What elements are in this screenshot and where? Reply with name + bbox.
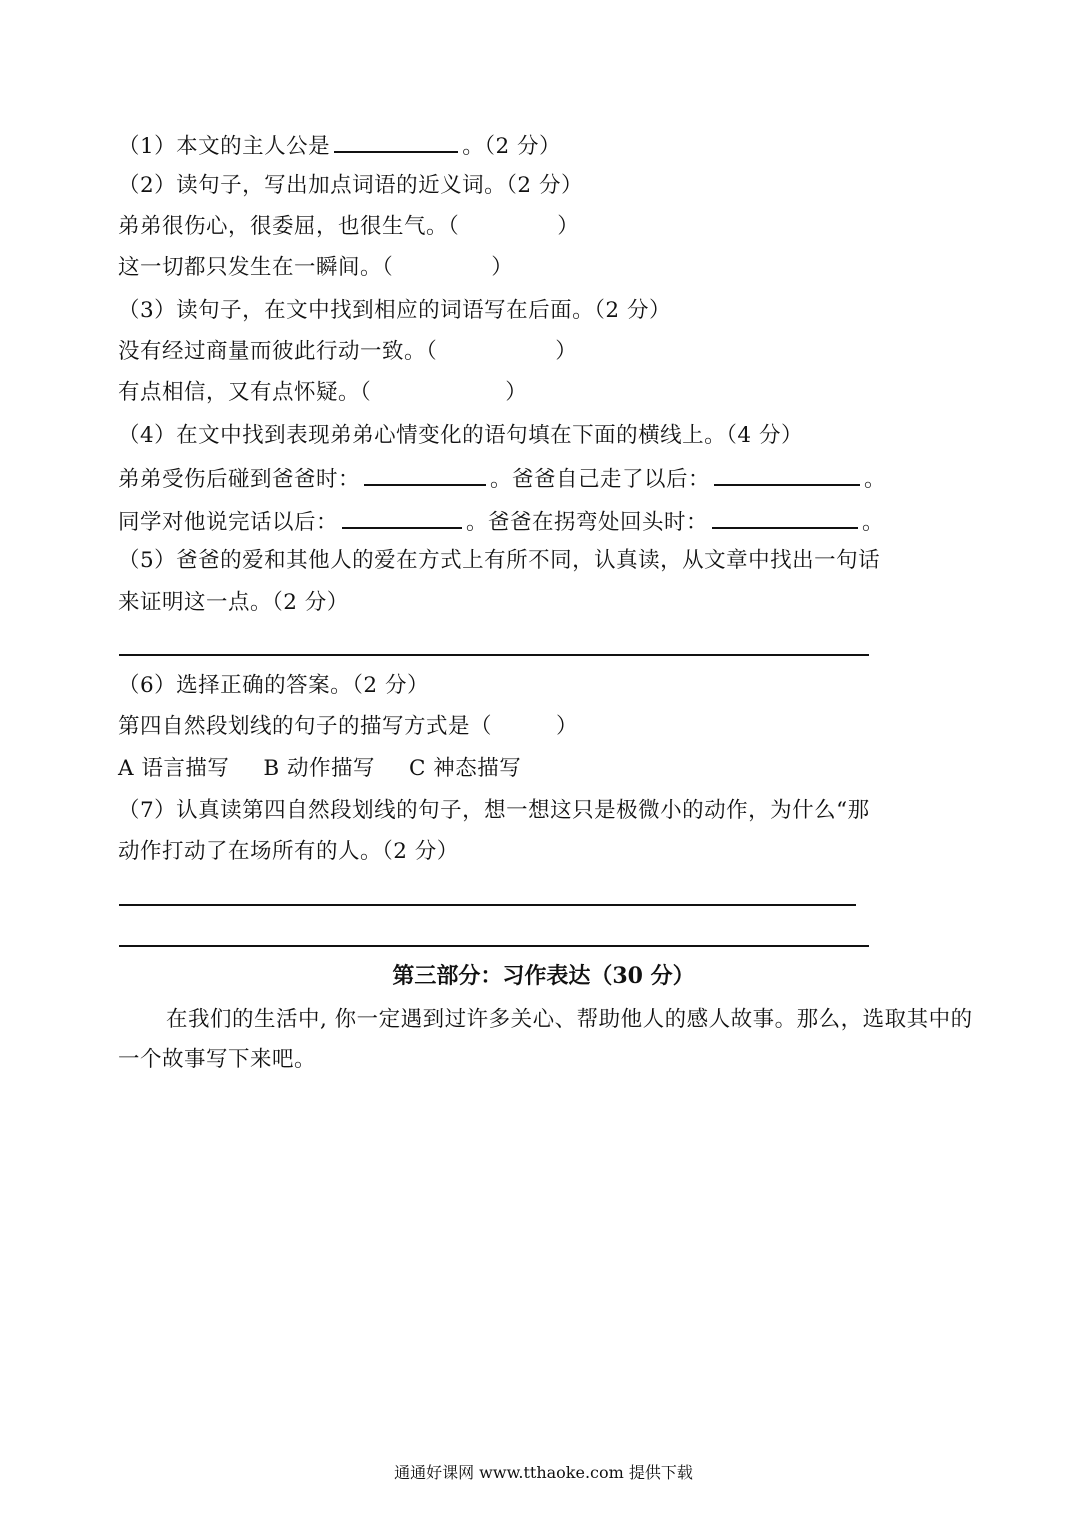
q2-s1-close: ）	[557, 214, 580, 239]
q2-s2-close: ）	[491, 255, 514, 280]
q3-s1-text: 没有经过商量而彼此行动一致。（	[118, 339, 438, 364]
question-3-sentence-1	[118, 337, 577, 367]
question-4-line-2	[118, 505, 884, 538]
q2-s1-text: 弟弟很伤心，很委屈，也很生气。（	[118, 214, 460, 239]
question-3-sentence-2	[118, 378, 527, 408]
q4-blank-1[interactable]	[364, 462, 486, 486]
question-2-sentence-2	[118, 253, 513, 283]
q4-l2-b: 。爸爸在拐弯处回头时：	[466, 510, 709, 535]
footer-download-note: 通通好课网 www.tthaoke.com 提供下载	[394, 1463, 693, 1482]
question-3-title: （3）读句子，在文中找到相应的词语写在后面。（2 分）	[118, 298, 671, 323]
q6-stem-text: 第四自然段划线的句子的描写方式是（	[118, 714, 493, 739]
q7-answer-line-1[interactable]	[119, 904, 856, 906]
q1-answer-blank[interactable]	[334, 129, 458, 153]
question-7-line-1: （7）认真读第四自然段划线的句子，想一想这只是极微小的动作，为什么“那	[118, 798, 870, 823]
q4-blank-4[interactable]	[712, 505, 858, 529]
q3-s2-text: 有点相信，又有点怀疑。（	[118, 380, 372, 405]
q4-l2-a: 同学对他说完话以后：	[118, 510, 339, 535]
q4-l1-a: 弟弟受伤后碰到爸爸时：	[118, 467, 361, 492]
question-6-options	[118, 754, 555, 784]
question-4-title: （4）在文中找到表现弟弟心情变化的语句填在下面的横线上。（4 分）	[118, 423, 803, 448]
q4-blank-2[interactable]	[714, 462, 860, 486]
question-6-title: （6）选择正确的答案。（2 分）	[118, 673, 429, 698]
q7-answer-line-2[interactable]	[119, 945, 869, 947]
question-2-sentence-1	[118, 212, 579, 242]
question-4-line-1	[118, 462, 886, 495]
q6-option-b[interactable]: B 动作描写	[263, 756, 376, 781]
question-6-stem	[118, 712, 578, 742]
q6-option-c[interactable]: C 神态描写	[409, 756, 522, 781]
part-3-heading: 第三部分：习作表达（30 分）	[392, 963, 695, 989]
q5-answer-line[interactable]	[119, 654, 869, 656]
question-7-line-2: 动作打动了在场所有的人。（2 分）	[118, 839, 459, 864]
q3-s1-close: ）	[555, 339, 578, 364]
q4-l1-b: 。爸爸自己走了以后：	[490, 467, 711, 492]
question-1	[118, 129, 561, 162]
question-2-title: （2）读句子，写出加点词语的近义词。（2 分）	[118, 173, 583, 198]
q4-l1-end: 。	[864, 467, 887, 492]
q1-prefix: （1）本文的主人公是	[118, 134, 331, 159]
question-5-line-2: 来证明这一点。（2 分）	[118, 590, 349, 615]
q4-l2-end: 。	[862, 510, 885, 535]
q6-option-a[interactable]: A 语言描写	[118, 756, 230, 781]
q4-blank-3[interactable]	[342, 505, 462, 529]
q2-s2-text: 这一切都只发生在一瞬间。（	[118, 255, 394, 280]
q1-suffix: 。（2 分）	[462, 134, 561, 159]
part-3-paragraph: 在我们的生活中, 你一定遇到过许多关心、帮助他人的感人故事。那么，选取其中的一个故事写下来吧。	[118, 1007, 973, 1072]
q3-s2-close: ）	[505, 380, 528, 405]
q6-stem-close: ）	[556, 714, 579, 739]
question-5-line-1: （5）爸爸的爱和其他人的爱在方式上有所不同，认真读，从文章中找出一句话	[118, 548, 881, 573]
